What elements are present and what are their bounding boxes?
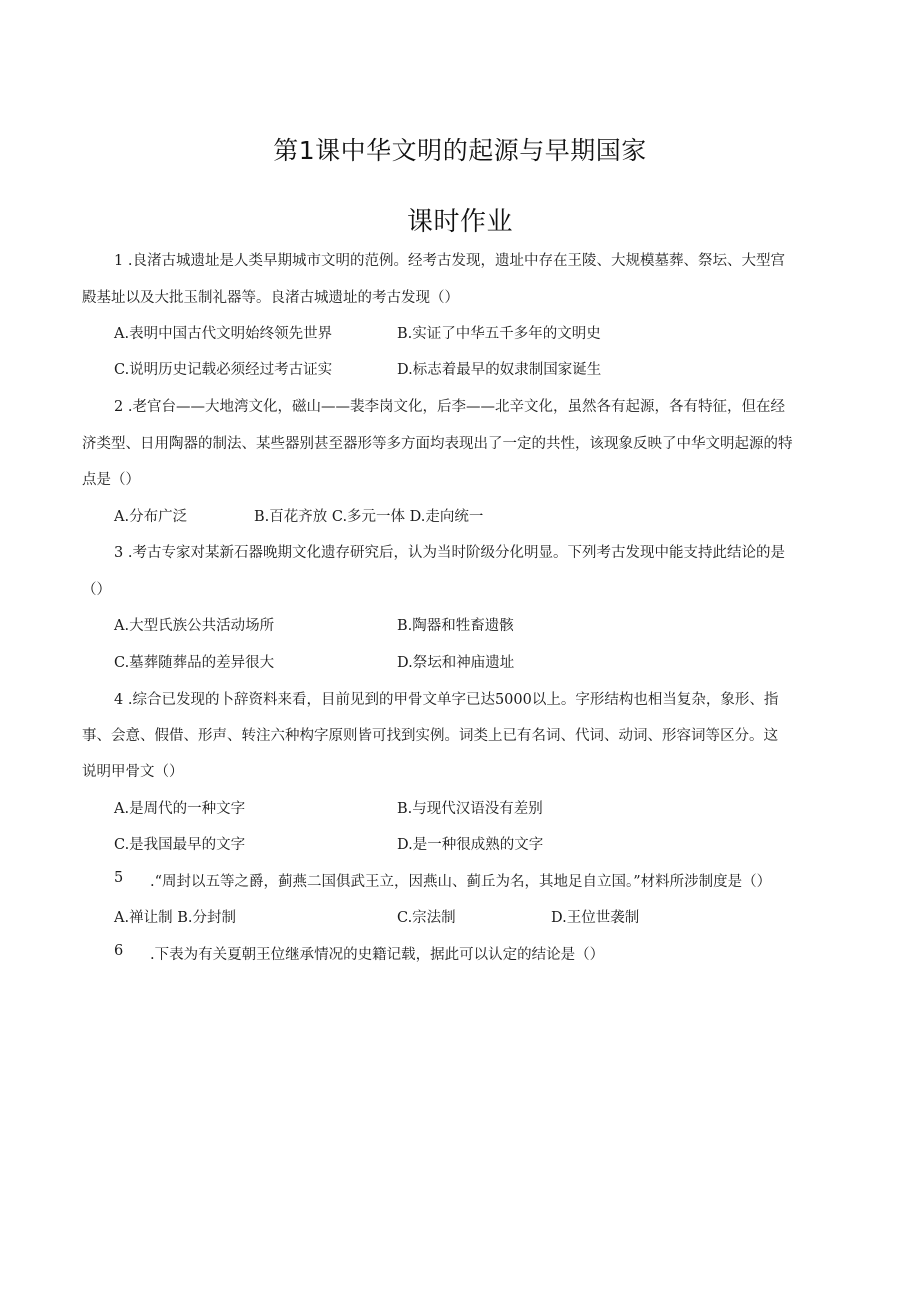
q6-number: 6 [114, 943, 124, 959]
document-subtitle: 课时作业 [406, 207, 513, 237]
q2-option-bcd: B.百花齐放 C.多元一体 D.走向统一 [254, 509, 484, 525]
q4-stem-line-2: 事、会意、假借、形声、转注六种构字原则皆可找到实例。词类上已有名词、代词、动词、形容词等区分。这 [82, 728, 778, 744]
q4-stem-line-1: 4 .综合已发现的卜辞资料来看，目前见到的甲骨文单字已达5000以上。字形结构也相当复杂，象形、指 [114, 692, 779, 708]
q2-option-a: A.分布广泛 [114, 509, 188, 525]
q1-option-c: C.说明历史记载必须经过考古证实 [114, 362, 333, 378]
q4-option-a: A.是周代的一种文字 [114, 801, 246, 817]
q5-option-c: C.宗法制 [397, 910, 456, 926]
q5-number: 5 [114, 870, 124, 886]
q3-option-b: B.陶器和牲畜遗骸 [397, 618, 514, 634]
q3-option-a: A.大型氏族公共活动场所 [114, 618, 275, 634]
q1-option-d: D.标志着最早的奴隶制国家诞生 [397, 362, 602, 378]
q4-stem-line-3: 说明甲骨文（） [82, 764, 184, 780]
q3-stem-line-2: （） [82, 582, 111, 598]
q2-stem-line-3: 点是（） [82, 472, 140, 488]
q4-option-d: D.是一种很成熟的文字 [397, 837, 544, 853]
q1-option-b: B.实证了中华五千多年的文明史 [397, 326, 601, 342]
q4-option-b: B.与现代汉语没有差别 [397, 801, 543, 817]
q6-stem: .下表为有关夏朝王位继承情况的史籍记载，据此可以认定的结论是（） [150, 947, 605, 963]
q1-option-a: A.表明中国古代文明始终领先世界 [114, 326, 333, 342]
q4-option-c: C.是我国最早的文字 [114, 837, 246, 853]
q3-stem-line-1: 3 .考古专家对某新石器晚期文化遗存研究后，认为当时阶级分化明显。下列考古发现中能支持此结论的是 [114, 545, 785, 561]
q3-option-d: D.祭坛和神庙遗址 [397, 655, 515, 671]
q3-option-c: C.墓葬随葬品的差异很大 [114, 655, 275, 671]
q5-option-d: D.王位世袭制 [551, 910, 640, 926]
q5-stem: .“周封以五等之爵，蓟燕二国俱武王立，因燕山、蓟丘为名，其地足自立国。”材料所涉制度是（） [150, 874, 772, 890]
document-title: 第1课中华文明的起源与早期国家 [273, 136, 647, 165]
q2-stem-line-2: 济类型、日用陶器的制法、某些器别甚至器形等多方面均表现出了一定的共性，该现象反映了中华文明起源的特 [82, 436, 793, 452]
q2-stem-line-1: 2 .老官台——大地湾文化，磁山——裴李岗文化，后李——北辛文化，虽然各有起源，各有特征，但在经 [114, 399, 785, 415]
q1-stem-line-1: 1 .良渚古城遗址是人类早期城市文明的范例。经考古发现，遗址中存在王陵、大规模墓葬、祭坛、大型宫 [114, 253, 785, 269]
q1-stem-line-2: 殿基址以及大批玉制礼器等。良渚古城遗址的考古发现（） [82, 290, 459, 306]
q5-option-ab: A.禅让制 B.分封制 [114, 910, 236, 926]
